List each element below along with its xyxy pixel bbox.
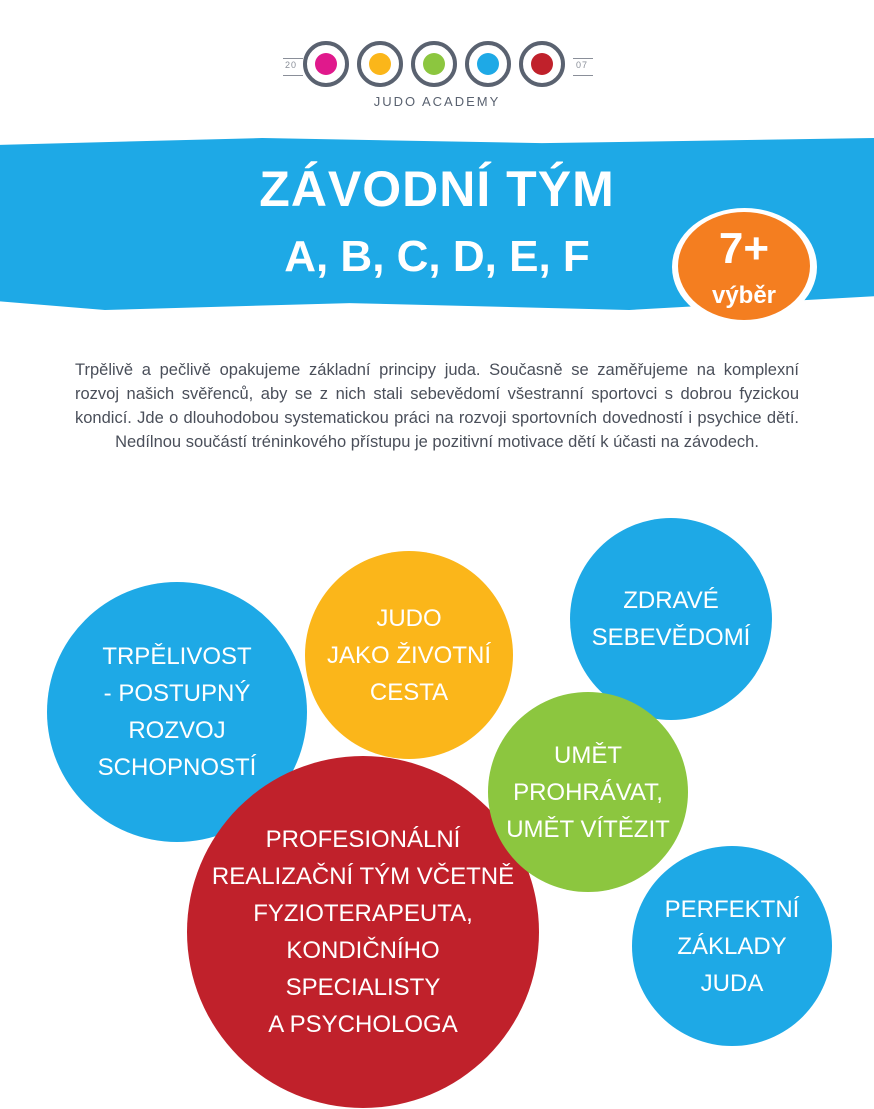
logo-ring-yellow [357, 41, 403, 87]
bubble-judo-life-path: JUDO JAKO ŽIVOTNÍ CESTA [305, 551, 513, 759]
bubble-patience: TRPĚLIVOST - POSTUPNÝ ROZVOJ SCHOPNOSTÍ [47, 582, 307, 842]
age-badge [672, 208, 817, 326]
logo-ring-blue [465, 41, 511, 87]
logo-year-right: 07 [576, 60, 589, 70]
logo-ring-magenta [303, 41, 349, 87]
page-subtitle-teams: A, B, C, D, E, F [284, 232, 590, 281]
intro-paragraph: Trpělivě a pečlivě opakujeme základní principy juda. Současně se zaměřujeme na komplexní rozvoj našich svěřenců, aby se z nich stali sebevědomí všestranní sportovci s dobrou fyzickou kondicí. Jde o dlouhodobou systematickou práci na rozvoji sportovních dovedností i psychice dětí. Nedílnou součástí tréninkového přístupu je pozitivní motivace dětí k účasti na závodech. [75, 361, 799, 451]
academy-logo [0, 36, 874, 116]
bubble-healthy-confidence: ZDRAVÉ SEBEVĚDOMÍ [570, 518, 772, 720]
age-badge-value: 7+ [718, 224, 770, 273]
logo-ring-red [519, 41, 565, 87]
page-title: ZÁVODNÍ TÝM [259, 161, 615, 217]
bubble-perfect-basics: PERFEKTNÍ ZÁKLADY JUDA [632, 846, 832, 1046]
age-badge-circle [678, 212, 810, 320]
bubble-win-and-lose: UMĚT PROHRÁVAT, UMĚT VÍTĚZIT [488, 692, 688, 892]
bubble-professional-team: PROFESIONÁLNÍ REALIZAČNÍ TÝM VČETNĚ FYZIOTERAPEUTA, KONDIČNÍHO SPECIALISTY A PSYCHOLOGA [187, 756, 539, 1108]
age-badge-label: výběr [711, 282, 777, 309]
logo-brand-name: JUDO ACADEMY [373, 94, 501, 109]
logo-ring-green [411, 41, 457, 87]
logo-year-left: 20 [285, 60, 298, 70]
